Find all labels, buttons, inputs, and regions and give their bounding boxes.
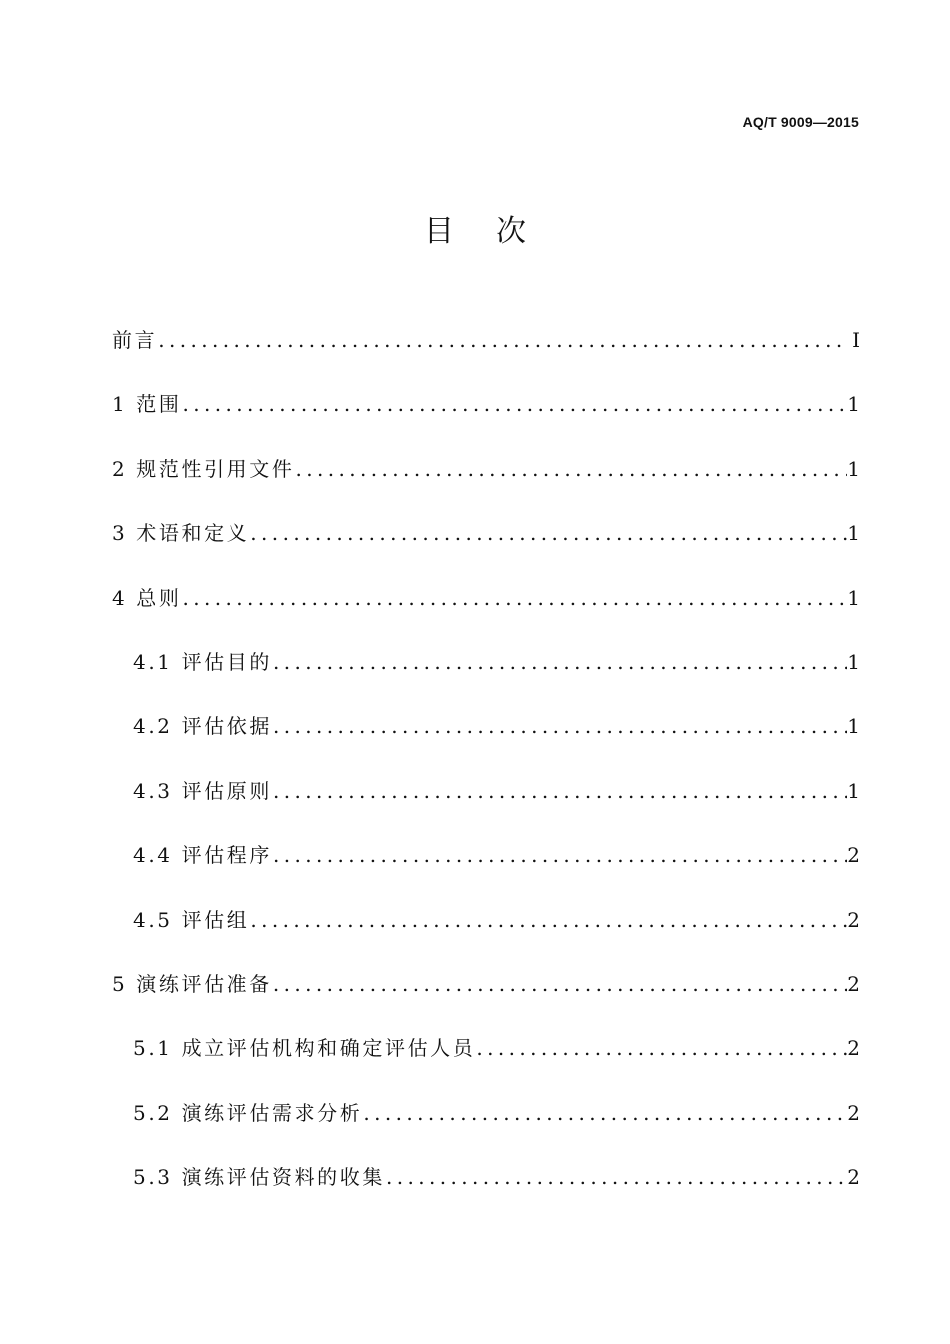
toc-entry-text: 4.1 评估目的 [133,649,272,674]
toc-leader-dots [272,704,847,748]
toc-leader-dots [181,576,847,620]
toc-entry-4-5[interactable] [112,898,860,962]
toc-entry-page: 2 [847,1036,860,1061]
toc-entry-text: 4 总则 [112,585,182,610]
toc-leader-dots [272,640,847,684]
toc-entry-4-3[interactable] [112,769,860,833]
toc-entry-4-2[interactable] [112,704,860,768]
toc-entry-text: 5.1 成立评估机构和确定评估人员 [133,1036,476,1061]
toc-entry-page: 1 [847,392,860,417]
toc-entry-page: I [852,328,860,352]
toc-entry-text: 4.4 评估程序 [133,843,272,868]
toc-entry-page: 1 [847,521,860,546]
toc-entry-4-1[interactable] [112,640,860,704]
toc-entry-5-3[interactable] [112,1155,860,1219]
toc-leader-dots [294,447,847,491]
toc-entry-4-4[interactable] [112,833,860,897]
toc-entry-5[interactable] [112,962,860,1026]
toc-leader-dots [249,898,847,942]
toc-entry-foreword[interactable] [112,318,860,382]
toc-entry-page: 2 [847,1165,860,1190]
toc-entry-text: 2 规范性引用文件 [112,456,295,481]
toc-leader-dots [272,962,847,1006]
toc-leader-dots [272,833,847,877]
toc-entry-5-1[interactable] [112,1026,860,1090]
toc-entry-page: 1 [847,714,860,739]
toc-entry-page: 2 [847,843,860,868]
toc-entry-page: 1 [847,456,860,481]
toc-entry-page: 2 [847,907,860,932]
toc-leader-dots [385,1155,847,1199]
standard-code: AQ/T 9009—2015 [742,114,859,130]
toc-entry-page: 2 [847,971,860,996]
toc-entry-text: 前言 [112,328,158,352]
toc-entry-3[interactable] [112,511,860,575]
toc-entry-5-2[interactable] [112,1091,860,1155]
toc-entry-page: 2 [847,1100,860,1125]
toc-leader-dots [249,511,847,555]
toc-entry-text: 4.3 评估原则 [133,778,272,803]
toc-entry-text: 5 演练评估准备 [112,971,272,996]
toc-entry-text: 5.3 演练评估资料的收集 [133,1165,385,1190]
toc-title: 目次 [424,214,568,249]
toc-entry-page: 1 [847,585,860,610]
toc-entry-text: 3 术语和定义 [112,521,250,546]
toc-leader-dots [157,318,848,362]
toc-entry-page: 1 [847,778,860,803]
toc-leader-dots [181,382,847,426]
toc-entry-text: 4.5 评估组 [133,907,250,932]
toc-leader-dots [475,1026,847,1070]
toc-leader-dots [362,1091,847,1135]
toc-entry-4[interactable] [112,576,860,640]
toc-entry-2[interactable] [112,447,860,511]
toc-entry-text: 4.2 评估依据 [133,714,272,739]
toc-entry-page: 1 [847,649,860,674]
toc-entry-text: 5.2 演练评估需求分析 [133,1100,363,1125]
table-of-contents [112,318,860,1219]
toc-entry-text: 1 范围 [112,392,182,417]
toc-leader-dots [272,769,847,813]
toc-entry-1[interactable] [112,382,860,446]
